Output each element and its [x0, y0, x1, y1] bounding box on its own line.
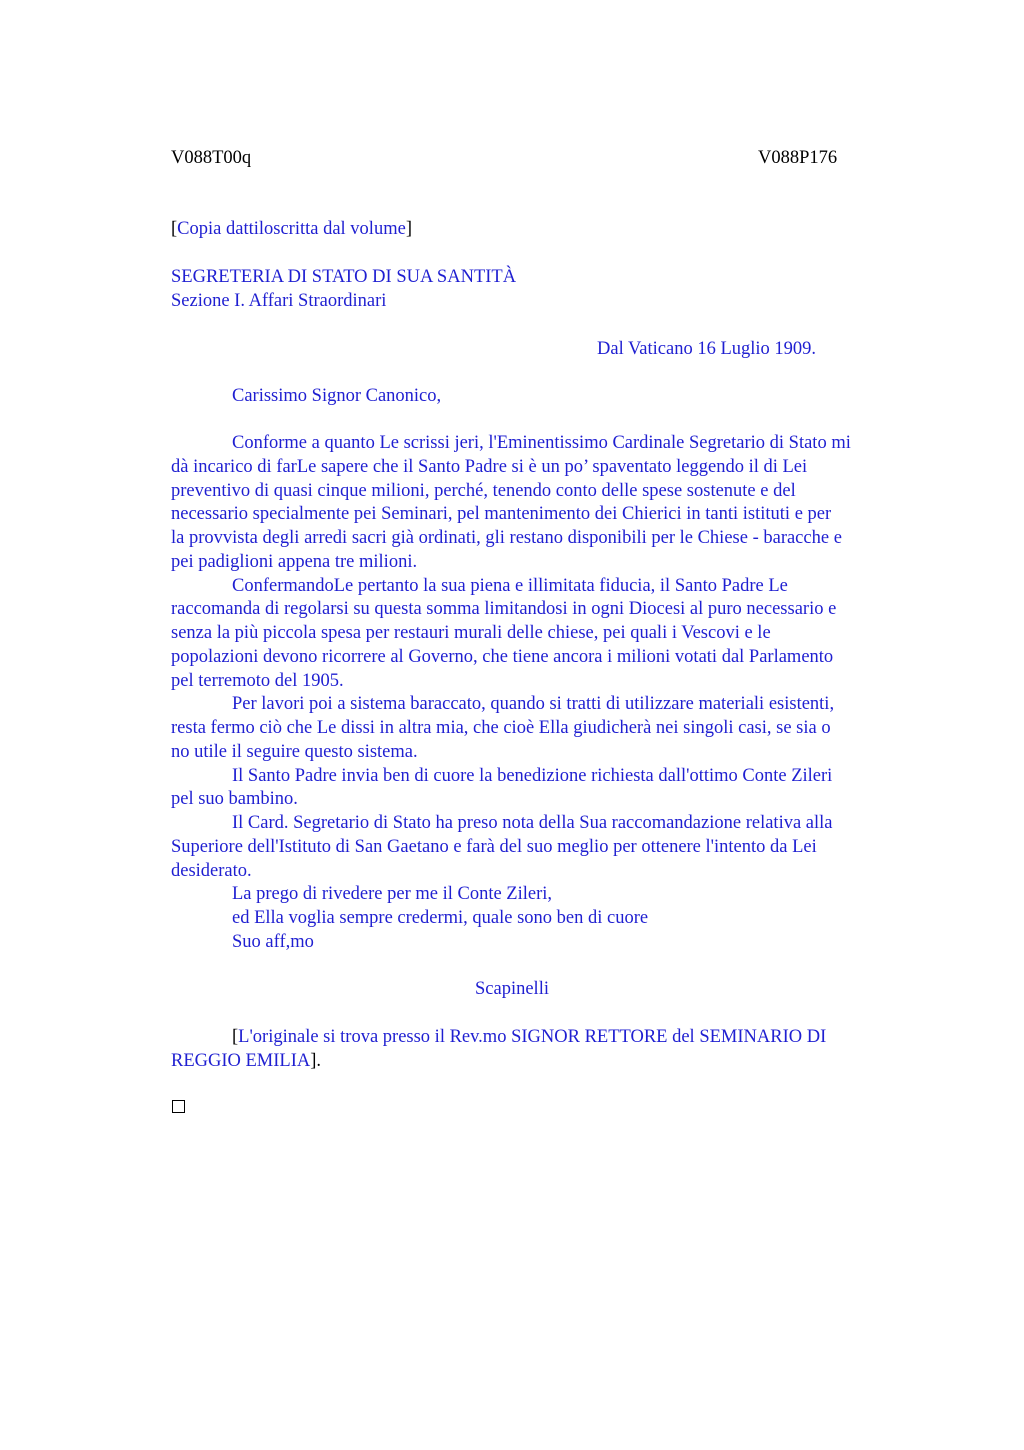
- bracket-open: [: [232, 1027, 239, 1047]
- body-line: Conforme a quanto Le scrissi jeri, l'Eminentissimo Cardinale Segretario di Stato mi: [232, 433, 851, 453]
- office-line-2: Sezione I. Affari Straordinari: [171, 291, 387, 311]
- header-left-code: V088T00q: [171, 148, 252, 168]
- note-bottom-text-1: L'originale si trova presso il Rev.mo SIGNOR RETTORE del SEMINARIO DI: [238, 1027, 827, 1047]
- note-bottom-line-1: [232, 1025, 826, 1049]
- body-line: la provvista degli arredi sacri già ordinati, gli restano disponibili per le Chiese - baracche e: [171, 528, 842, 548]
- note-top: [171, 217, 412, 241]
- body-line: resta fermo ciò che Le dissi in altra mia, che cioè Ella giudicherà nei singoli casi, se sia o: [171, 718, 831, 738]
- body-line: ConfermandoLe pertanto la sua piena e illimitata fiducia, il Santo Padre Le: [232, 575, 788, 596]
- body-line: desiderato.: [171, 860, 252, 881]
- letter-body: [171, 432, 931, 955]
- bracket-close: ].: [310, 1051, 322, 1071]
- body-line: popolazioni devono ricorrere al Governo, che tiene ancora i milioni votati dal Parlamento: [171, 646, 834, 667]
- body-line: Il Santo Padre invia ben di cuore la benedizione richiesta dall'ottimo Conte Zileri: [232, 765, 833, 786]
- body-line: Superiore dell'Istituto di San Gaetano e farà del suo meglio per ottenere l'intento da Lei: [171, 836, 817, 857]
- body-line: raccomanda di regolarsi su questa somma limitandosi in ogni Diocesi al puro necessario e: [171, 599, 837, 620]
- signature: Scapinelli: [475, 979, 549, 999]
- body-line: pel suo bambino.: [171, 789, 298, 810]
- body-line: necessario specialmente pei Seminari, pel mantenimento dei Chierici in tanti istituti e per: [171, 504, 832, 525]
- bracket-close: ]: [405, 219, 412, 239]
- header-right-code: V088P176: [758, 148, 838, 168]
- note-top-text: Copia dattiloscritta dal volume: [177, 219, 406, 239]
- body-line: dà incarico di farLe sapere che il Santo Padre si è un po’ spaventato leggendo il di Lei: [171, 456, 808, 477]
- body-line: Per lavori poi a sistema baraccato, quando si tratti di utilizzare materiali esistenti,: [232, 694, 835, 715]
- body-line: La prego di rivedere per me il Conte Zileri,: [232, 884, 553, 905]
- bracket-open: [: [171, 219, 178, 239]
- body-line: Suo aff,mo: [232, 931, 314, 952]
- note-bottom-text-2: REGGIO EMILIA: [171, 1051, 311, 1071]
- body-line: no utile il seguire questo sistema.: [171, 741, 418, 762]
- dateline: Dal Vaticano 16 Luglio 1909.: [597, 339, 817, 359]
- salutation: Carissimo Signor Canonico,: [232, 386, 442, 406]
- body-line: ed Ella voglia sempre credermi, quale sono ben di cuore: [232, 908, 649, 928]
- body-line: preventivo di quasi cinque milioni, perché, tenendo conto delle spese sostenute e del: [171, 480, 796, 501]
- body-line: pei padiglioni appena tre milioni.: [171, 551, 418, 572]
- body-line: Il Card. Segretario di Stato ha preso nota della Sua raccomandazione relativa alla: [232, 813, 833, 833]
- note-bottom-line-2: [171, 1049, 321, 1073]
- office-line-1: SEGRETERIA DI STATO DI SUA SANTITÀ: [171, 267, 517, 287]
- body-line: senza la più piccola spesa per restauri murali delle chiese, pei quali i Vescovi e le: [171, 623, 771, 643]
- empty-square-icon: [172, 1100, 185, 1113]
- body-line: pel terremoto del 1905.: [171, 670, 344, 691]
